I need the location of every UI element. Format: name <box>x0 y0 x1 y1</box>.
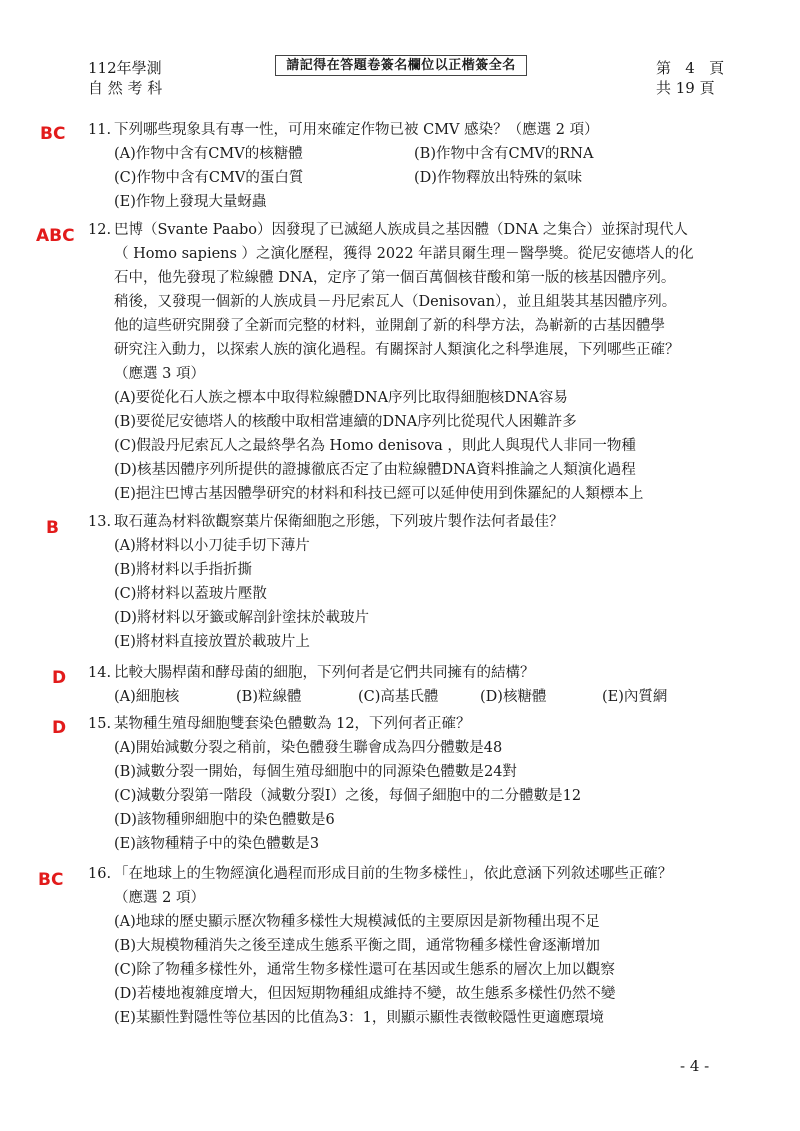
option-d: (D)該物種卵細胞中的染色體數是6 <box>114 812 335 828</box>
question-14 <box>88 661 738 709</box>
option-c: (C)除了物種多樣性外，通常生物多樣性還可在基因或生態系的層次上加以觀察 <box>114 962 615 978</box>
question-stem-line: 「在地球上的生物經演化過程而形成目前的生物多樣性」，依此意涵下列敘述哪些正確？ <box>114 866 673 882</box>
option-d: (D)作物釋放出特殊的氣味 <box>414 170 582 186</box>
option-c: (C)將材料以蓋玻片壓散 <box>114 586 267 602</box>
answer-mark-11: BC <box>40 124 66 144</box>
answer-mark-13: B <box>46 518 59 538</box>
answer-mark-12: ABC <box>36 226 75 246</box>
question-number: 16. <box>88 866 112 882</box>
question-16 <box>88 862 738 1030</box>
page-indicator: 第 4 頁 <box>656 59 725 77</box>
question-12 <box>88 218 738 506</box>
option-e: (E)某顯性對隱性等位基因的比值為3：1，則顯示顯性表徵較隱性更適應環境 <box>114 1010 604 1026</box>
question-number: 13. <box>88 514 112 530</box>
option-e: (E)作物上發現大量蚜蟲 <box>114 194 267 210</box>
option-a: (A)作物中含有CMV的核糖體 <box>114 146 303 162</box>
question-number: 14. <box>88 665 112 681</box>
question-stem-line: （應選 2 項） <box>114 890 205 906</box>
question-number: 15. <box>88 716 112 732</box>
option-b: (B)將材料以手指折撕 <box>114 562 252 578</box>
option-b: (B)要從尼安德塔人的核酸中取相當連續的DNA序列比從現代人困難許多 <box>114 414 577 430</box>
answer-mark-16: BC <box>38 870 64 890</box>
header-left <box>88 58 162 98</box>
option-e: (E)將材料直接放置於載玻片上 <box>114 634 310 650</box>
option-b: (B)粒線體 <box>236 689 302 705</box>
option-e: (E)挹注巴博古基因體學研究的材料和科技已經可以延伸使用到侏羅紀的人類標本上 <box>114 486 644 502</box>
question-stem-line: （應選 3 項） <box>114 366 205 382</box>
page-number-footer: - 4 - <box>680 1057 710 1075</box>
header-right <box>656 58 724 98</box>
answer-mark-15: D <box>52 718 67 738</box>
option-b: (B)作物中含有CMV的RNA <box>414 146 594 162</box>
option-c: (C)假設丹尼索瓦人之最終學名為 Homo denisova ，則此人與現代人非同一物種 <box>114 438 636 454</box>
option-e: (E)內質網 <box>602 689 668 705</box>
question-stem: 某物種生殖母細胞雙套染色體數為 12，下列何者正確？ <box>114 716 471 732</box>
option-a: (A)開始減數分裂之稍前，染色體發生聯會成為四分體數是48 <box>114 740 503 756</box>
question-stem-line: 石中，他先發現了粒線體 DNA，定序了第一個百萬個核苷酸和第一版的核基因體序列。 <box>114 270 676 286</box>
option-d: (D)核糖體 <box>480 689 547 705</box>
option-d: (D)核基因體序列所提供的證據徹底否定了由粒線體DNA資料推論之人類演化過程 <box>114 462 636 478</box>
option-e: (E)該物種精子中的染色體數是3 <box>114 836 320 852</box>
option-d: (D)若棲地複雜度增大，但因短期物種組成維持不變，故生態系多樣性仍然不變 <box>114 986 616 1002</box>
question-number: 12. <box>88 222 112 238</box>
option-c: (C)減數分裂第一階段（減數分裂I）之後，每個子細胞中的二分體數是12 <box>114 788 582 804</box>
question-number: 11. <box>88 122 112 138</box>
option-a: (A)要從化石人族之標本中取得粒線體DNA序列比取得細胞核DNA容易 <box>114 390 568 406</box>
question-stem-line: 研究注入動力，以探索人族的演化過程。有關探討人類演化之科學進展，下列哪些正確？ <box>114 342 680 358</box>
question-13 <box>88 510 738 654</box>
option-d: (D)將材料以牙籤或解剖針塗抹於載玻片 <box>114 610 369 626</box>
option-c: (C)作物中含有CMV的蛋白質 <box>114 170 304 186</box>
answer-mark-14: D <box>52 668 67 688</box>
subject-title: 自 然 考 科 <box>88 79 163 97</box>
question-stem-line: 巴博（Svante Paabo）因發現了已滅絕人族成員之基因體（DNA 之集合）並探討現代人 <box>114 222 688 238</box>
exam-title: 112年學測 <box>88 59 162 77</box>
total-pages: 共 19 頁 <box>656 79 715 97</box>
question-stem-line: 稍後，又發現一個新的人族成員－丹尼索瓦人（Denisovan），並且組裝其基因體序列。 <box>114 294 677 310</box>
question-stem: 下列哪些現象具有專一性，可用來確定作物已被 CMV 感染？（應選 2 項） <box>114 122 599 138</box>
question-stem-line: （ Homo sapiens ）之演化歷程，獲得 2022 年諾貝爾生理－醫學獎。從尼安德塔人的化 <box>114 246 694 262</box>
option-b: (B)大規模物種消失之後至達成生態系平衡之間，通常物種多樣性會逐漸增加 <box>114 938 600 954</box>
question-15 <box>88 712 738 856</box>
question-stem: 比較大腸桿菌和酵母菌的細胞，下列何者是它們共同擁有的結構？ <box>114 665 535 681</box>
signature-notice: 請記得在答題卷簽名欄位以正楷簽全名 <box>275 55 527 76</box>
question-stem: 取石蓮為材料欲觀察葉片保衛細胞之形態，下列玻片製作法何者最佳？ <box>114 514 564 530</box>
question-stem-line: 他的這些研究開發了全新而完整的材料，並開創了新的科學方法，為嶄新的古基因體學 <box>114 318 665 334</box>
option-b: (B)減數分裂一開始，每個生殖母細胞中的同源染色體數是24對 <box>114 764 517 780</box>
option-c: (C)高基氏體 <box>358 689 439 705</box>
option-a: (A)細胞核 <box>114 689 180 705</box>
option-a: (A)地球的歷史顯示歷次物種多樣性大規模減低的主要原因是新物種出現不足 <box>114 914 600 930</box>
question-11 <box>88 118 738 214</box>
option-a: (A)將材料以小刀徒手切下薄片 <box>114 538 310 554</box>
